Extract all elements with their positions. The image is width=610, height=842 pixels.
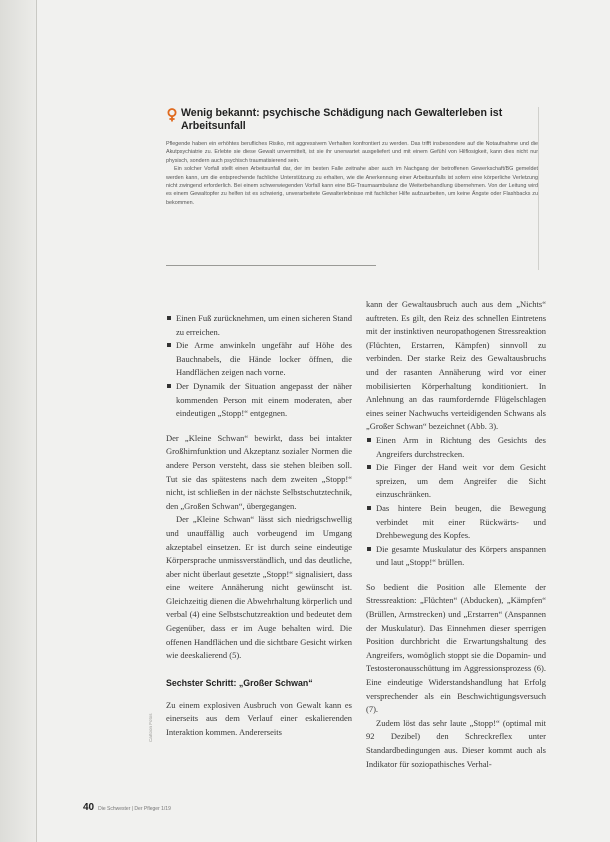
list-item: Die Arme anwinkeln ungefähr auf Höhe des Bauchnabels, die Hände locker öffnen, die Handflächen zeigen nach vorne. <box>166 339 352 380</box>
list-item: Einen Fuß zurücknehmen, um einen sicheren Stand zu erreichen. <box>166 312 352 339</box>
bullet-list <box>166 312 352 421</box>
page-footer <box>83 802 171 813</box>
body-paragraph: So bedient die Position alle Elemente der Stressreaktion: „Flüchten“ (Abducken), „Kämpfen“ (Brüllen, Armstrecken) und „Erstarren“ (Anspannen der Muskulatur). Das Einnehmen dieser sperrigen Position durchbricht die Erwartungshaltung des Angreifers, womöglich stoppt sie die Dopamin- und Testosteronausschüttung im Aggressionsprozess (6). Eine eindeutige Widerstandshandlung hat Erfolg versprechender als ein Beschwichtigungsversuch (7). <box>366 581 546 715</box>
info-box <box>166 107 539 270</box>
right-column <box>366 298 546 771</box>
page-fold-line <box>36 0 37 842</box>
section-heading: Sechster Schritt: „Großer Schwan“ <box>166 677 313 688</box>
scan-page-edge <box>0 0 36 842</box>
info-paragraph: Pflegende haben ein erhöhtes berufliches Risiko, mit aggressivem Verhalten konfrontiert zu werden. Das trifft insbesondere auf die Notaufnahme und die Akutpsychiatrie zu. Erlebte sie diese Gewalt unvermittelt, ist sie ihr unerwartet ausgeliefert und mit einem Gefühl von Hilflosigkeit, kann dies nicht nur physisch, sondern auch psychisch traumatisierend sein. <box>166 141 538 164</box>
info-paragraph: Ein solcher Vorfall stellt einen Arbeitsunfall dar, der im besten Falle zeitnahe aber auch im Nachgang der betroffenen Gewerkschaft/BG gemeldet werden kann, um die entsprechende fachliche Unterstützung zu erhalten, wie die Anerkennung einer Arbeitsunfalls ist sofern eine körperliche Verletzung nicht zwingend erforderlich. Bei einem schwerwiegenden Vorfall kann eine BG-Traumaambulanz die Weiterbehandlung übernehmen. Von der Leitung wird es einem Gewaltopfer zu helfen ist es schwierig, unverarbeitete Gewalterlebnisse mit fachlicher Hilfe aufzuarbeiten, um keine Ängste oder Flashbacks zu bekommen. <box>166 166 538 206</box>
page-number: 40 <box>83 802 95 813</box>
body-paragraph: Zu einem explosiven Ausbruch von Gewalt kann es einerseits aus dem Verlauf einer eskalierenden Interaktion kommen. Andererseits <box>166 699 352 738</box>
body-paragraph: Zudem löst das sehr laute „Stopp!“ (optimal mit 92 Dezibel) den Schreckreflex unter Standardbedingungen aus. Dieser kommt auch als Indikator für soziopathisches Verhal- <box>366 717 546 769</box>
journal-name: Die Schwester | Der Pfleger 1/19 <box>98 806 171 812</box>
list-item: Der Dynamik der Situation angepasst der näher kommenden Person mit einem moderaten, aber eindeutigen „Stopp!“ entgegnen. <box>166 380 352 421</box>
divider <box>166 265 376 266</box>
body-paragraph: Der „Kleine Schwan“ bewirkt, dass bei intakter Großhirnfunktion und Akzeptanz sozialer Normen die andere Person versteht, dass sie stehen bleiben soll. Tut sie das spätestens nach dem zweiten „Stopp!“ nicht, ist schließen in der nächste Selbstschutztechnik, den „Großen Schwan“, übergegangen. <box>166 432 352 511</box>
female-symbol-icon <box>166 108 178 122</box>
image-credit: Cartoon Fotos <box>148 713 153 742</box>
left-column <box>166 312 352 740</box>
list-item: Die gesamte Muskulatur des Körpers anspannen und laut „Stopp!“ brüllen. <box>366 543 546 570</box>
list-item: Einen Arm in Richtung des Gesichts des Angreifers durchstrecken. <box>366 434 546 461</box>
info-box-header <box>166 107 538 133</box>
bullet-list <box>366 434 546 570</box>
info-box-title: Wenig bekannt: psychische Schädigung nach Gewalterleben ist Arbeitsunfall <box>181 107 503 132</box>
list-item: Die Finger der Hand weit vor dem Gesicht spreizen, um dem Angreifer die Sicht einzuschränken. <box>366 461 546 502</box>
body-paragraph: Der „Kleine Schwan“ lässt sich niedrigschwellig und unauffällig auch vorbeugend im Umgang akzeptabel einsetzen. Er ist durch seine eindeutige Körpersprache unmissverständlich, und das deutliche, aber nicht überlaut gesetzte „Stopp!“ signalisiert, dass eine weitere Annäherung nicht gewünscht ist. Gleichzeitig dienen die Abwehrhaltung körperlich und verbal (4) eine Selbstschutzreaktion und bedeutet dem Gegenüber, dass er im Auge behalten wird. Die offenen Handflächen und die sichtbare Gesicht wirken wie deeskalierend (5). <box>166 514 352 661</box>
info-box-body <box>166 140 538 207</box>
body-paragraph: kann der Gewaltausbruch auch aus dem „Nichts“ auftreten. Es gilt, den Reiz des schnellen Eintretens mit der instinktiven neuropathogenen Stressreaktion (Flüchten, Erstarren, Kämpfen) sinnvoll zu verbinden. Der starke Reiz des Gewaltausbruchs und der rasanten Annäherung wird vor einer mobilisierten Körperhaltung konditioniert. In Anlehnung an das raumfordernde Flügelschlagen eines seiner Nachwuchs verteidigenden Schwans als „Großer Schwan“ bezeichnet (Abb. 3). <box>366 299 546 432</box>
list-item: Das hintere Bein beugen, die Bewegung verbindet mit einer Rückwärts- und Drehbewegung des Kopfes. <box>366 502 546 543</box>
